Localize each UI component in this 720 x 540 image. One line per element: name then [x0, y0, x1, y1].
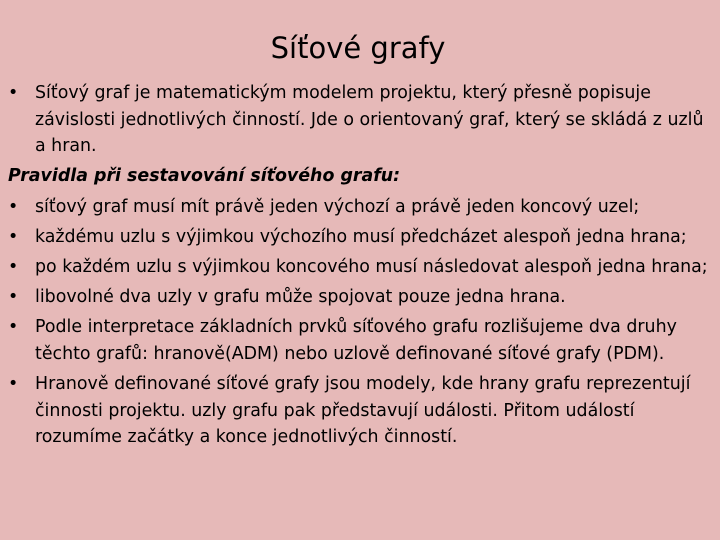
slide-title: Síťové grafy — [270, 31, 446, 65]
rule-bullet — [8, 371, 708, 451]
rule-bullet — [8, 224, 708, 251]
rules-heading: Pravidla při sestavování síťového grafu: — [8, 166, 401, 187]
bullet-dot: • — [8, 226, 19, 247]
rule-bullet — [8, 314, 708, 367]
bullet-dot: • — [8, 83, 19, 103]
intro-text: Síťový graf je matematickým modelem projektu, který přesně popisuje závislosti jednotlivých činností. Jde o orientovaný graf, který se skládá z uzlů a hran. — [35, 83, 704, 157]
rule-text: po každém uzlu s výjimkou koncového musí následovat alespoň jedna hrana; — [35, 256, 708, 277]
bullet-dot: • — [8, 317, 19, 338]
intro-bullet — [8, 80, 708, 160]
rule-bullet — [8, 284, 708, 311]
rule-text: Hranově definované síťové grafy jsou modely, kde hrany grafu reprezentují činnosti projektu. uzly grafu pak představují události. Přitom událostí rozumíme začátky a konce jednotlivých činností. — [35, 374, 691, 448]
bullet-dot: • — [8, 287, 19, 308]
bullet-dot: • — [8, 374, 19, 395]
rule-bullet — [8, 254, 708, 281]
rule-text: každému uzlu s výjimkou výchozího musí předcházet alespoň jedna hrana; — [35, 226, 687, 247]
rule-text: libovolné dva uzly v grafu může spojovat pouze jedna hrana. — [35, 287, 566, 308]
rule-bullet — [8, 194, 708, 221]
bullet-dot: • — [8, 196, 19, 217]
rule-text: Podle interpretace základních prvků síťového grafu rozlišujeme dva druhy těchto grafů: hranově(ADM) nebo uzlově definované síťové grafy (PDM). — [35, 317, 677, 364]
bullet-dot: • — [8, 256, 19, 277]
slide-content — [8, 80, 708, 454]
rule-text: síťový graf musí mít právě jeden výchozí a právě jeden koncový uzel; — [35, 196, 640, 217]
